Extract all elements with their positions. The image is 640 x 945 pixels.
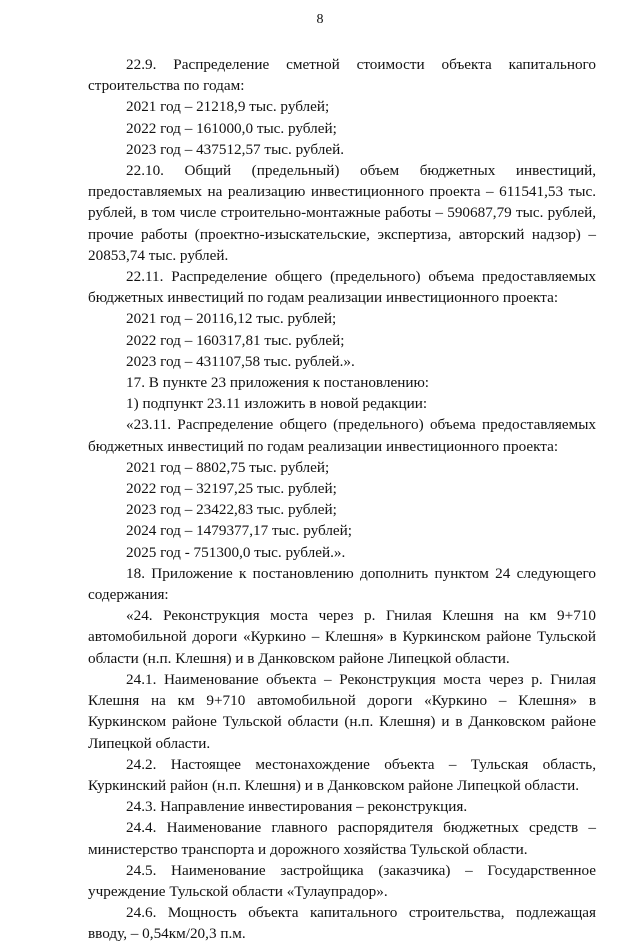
paragraph-22-9: 22.9. Распределение сметной стоимости объекта капитального строительства по годам: [88,56,596,95]
paragraph-18: 18. Приложение к постановлению дополнить пунктом 24 следующего содержания: [88,564,596,604]
year-line-2021: 2021 год – 21218,9 тыс. рублей; [126,98,330,116]
year-line-2021: 2021 год – 8802,75 тыс. рублей; [126,458,330,476]
year-line-2023: 2023 год – 437512,57 тыс. рублей. [126,140,344,158]
year-line-2021: 2021 год – 20116,12 тыс. рублей; [126,310,337,328]
paragraph-17: 17. В пункте 23 приложения к постановлению: [126,374,430,392]
year-line-2022: 2022 год – 160317,81 тыс. рублей; [126,331,345,349]
subparagraph-1: 1) подпункт 23.11 изложить в новой редакции: [126,395,428,413]
year-line-2022: 2022 год – 32197,25 тыс. рублей; [126,480,337,498]
paragraph-24-3: 24.3. Направление инвестирования – реконструкция. [126,798,468,816]
paragraph-23-11: «23.11. Распределение общего (предельного) объема предоставляемых бюджетных инвестиций по годам реализации инвестиционного проекта: [88,416,596,455]
paragraph-22-10: 22.10. Общий (предельный) объем бюджетных инвестиций, предоставляемых на реализацию инвестиционного проекта – 611541,53 тыс. рублей, в том числе строительно-монтажные работы – 590687,79 тыс. рублей, прочие работы (проектно-изыскательские, экспертиза, авторский надзор) – 20853,74 тыс. рублей. [88,162,596,264]
paragraph-24-6: 24.6. Мощность объекта капитального строительства, подлежащая вводу, – 0,54км/20,3 п.м. [88,904,596,943]
year-line-2024: 2024 год – 1479377,17 тыс. рублей; [126,522,353,540]
paragraph-24-1: 24.1. Наименование объекта – Реконструкция моста через р. Гнилая Клешня на км 9+710 автомобильной дороги «Куркино – Клешня» в Куркинском районе Тульской области (н.п. Клешня) и в Данковском районе Липецкой области. [88,670,596,752]
paragraph-24-4: 24.4. Наименование главного распорядителя бюджетных средств – министерство транспорта и дорожного хозяйства Тульской области. [88,819,596,858]
year-line-2023: 2023 год – 431107,58 тыс. рублей.». [126,352,355,370]
year-line-2025: 2025 год - 751300,0 тыс. рублей.». [126,543,346,561]
paragraph-24: «24. Реконструкция моста через р. Гнилая Клешня на км 9+710 автомобильной дороги «Куркино – Клешня» в Куркинском районе Тульской области (н.п. Клешня) и в Данковском районе Липецкой области. [88,607,596,667]
page-number: 8 [316,12,324,27]
year-line-2022: 2022 год – 161000,0 тыс. рублей; [126,119,337,137]
paragraph-22-11: 22.11. Распределение общего (предельного) объема предоставляемых бюджетных инвестиций по годам реализации инвестиционного проекта: [88,268,596,307]
year-line-2023: 2023 год – 23422,83 тыс. рублей; [126,501,337,519]
document-body [88,54,596,945]
paragraph-24-2: 24.2. Настоящее местонахождение объекта – Тульская область, Куркинский район (н.п. Клешня) и в Данковском районе Липецкой области. [88,755,596,794]
paragraph-24-5: 24.5. Наименование застройщика (заказчика) – Государственное учреждение Тульской области «Тулаупрадор». [88,861,596,900]
